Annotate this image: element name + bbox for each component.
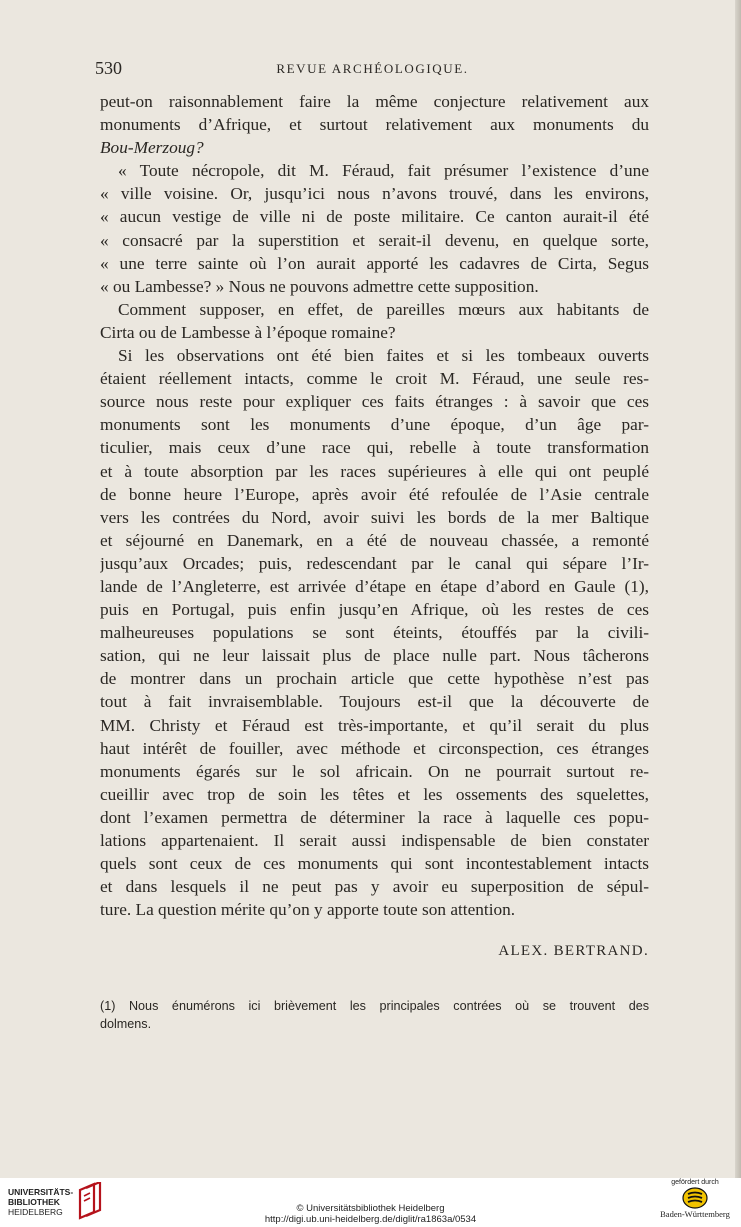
- text-line: lations appartenaient. Il serait aussi indispensable de bien constater: [100, 831, 649, 850]
- copyright-notice: [0, 1203, 741, 1225]
- text-line: haut intérêt de fouiller, avec méthode et circonspection, ces étranges: [100, 738, 649, 758]
- text-line: monuments d’Afrique, et surtout relativement aux monuments du: [100, 115, 649, 135]
- funder-label: gefördert durch: [671, 1179, 719, 1186]
- text-line: quels sont ceux de ces monuments qui sont incontestablement intacts: [100, 854, 649, 874]
- text-line: « ou Lambesse? » Nous ne pouvons admettre cette supposition.: [100, 276, 539, 296]
- text-line: MM. Christy et Féraud est très-importante, et qu’il serait du plus: [100, 715, 649, 735]
- text-line: dont l’examen permettra de déterminer la race à laquelle ces popu-: [100, 807, 649, 827]
- text-line: ticulier, mais ceux d’une race qui, rebelle à toute transformation: [100, 438, 649, 458]
- text-line: peut-on raisonnablement faire la même conjecture relativement aux: [100, 92, 649, 111]
- author-signature: ALEX. BERTRAND.: [498, 943, 649, 959]
- library-name-line: HEIDELBERG: [8, 1207, 63, 1217]
- text-line: cueillir avec trop de soin les têtes et les ossements des squelettes,: [100, 784, 649, 804]
- text-line: malheureuses populations se sont éteints, étouffés par la civili-: [100, 623, 649, 643]
- text-line: de montrer dans un prochain article que cette hypothèse n’est pas: [100, 669, 649, 689]
- copyright-text: © Universitätsbibliothek Heidelberg: [296, 1203, 445, 1214]
- text-line: Bou-Merzoug?: [100, 138, 204, 158]
- page-edge-shadow: [735, 0, 741, 1178]
- running-head: REVUE ARCHÉOLOGIQUE.: [276, 61, 469, 76]
- text-line: étaient réellement intacts, comme le croit M. Féraud, une seule res-: [100, 369, 649, 389]
- text-line: sation, qui ne leur laissait plus de place nulle part. Nous tâcherons: [100, 646, 649, 666]
- footnote: [100, 997, 649, 1033]
- text-line: jusqu’aux Orcades; puis, redescendant par le canal qui sépare l’Ir-: [100, 553, 649, 573]
- page-number: 530: [95, 58, 122, 78]
- text-line: dolmens.: [100, 1017, 152, 1031]
- permalink-url[interactable]: http://digi.ub.uni-heidelberg.de/diglit/ra1863a/0534: [264, 1214, 477, 1225]
- text-line: « une terre sainte où l’on aurait apporté les cadavres de Cirta, Segus: [100, 253, 649, 273]
- page-header: [95, 58, 650, 84]
- text-line: vers les contrées du Nord, avoir suivi les bords de la mer Baltique: [100, 507, 649, 527]
- text-line: de bonne heure l’Europe, après avoir été refoulée de l’Asie centrale: [100, 484, 649, 504]
- text-line: ture. La question mérite qu’on y apporte toute son attention.: [100, 900, 516, 920]
- text-line: « Toute nécropole, dit M. Féraud, fait présumer l’existence d’une: [118, 161, 649, 181]
- text-line: et à toute absorption par les races supérieures à elle qui ont peuplé: [100, 461, 649, 481]
- viewer-footer: [0, 1178, 741, 1227]
- text-line: « consacré par la superstition et serait-il devenu, en quelque sorte,: [100, 230, 649, 250]
- funder-block: [655, 1178, 735, 1219]
- text-line: (1) Nous énumérons ici brièvement les principales contrées où se trouvent des: [100, 999, 649, 1013]
- text-line: lande de l’Angleterre, est arrivée d’étape en étape d’abord en Gaule (1),: [100, 576, 649, 596]
- library-name-line: BIBLIOTHEK: [8, 1197, 60, 1207]
- text-line: « ville voisine. Or, jusqu’ici nous n’avons trouvé, dans les environs,: [100, 184, 649, 204]
- text-line: Comment supposer, en effet, de pareilles mœurs aux habitants de: [118, 299, 649, 319]
- text-line: puis en Portugal, puis enfin jusqu’en Afrique, où les restes de ces: [100, 600, 649, 620]
- text-line: tout à fait invraisemblable. Toujours est-il que la découverte de: [100, 692, 649, 712]
- text-line: Si les observations ont été bien faites et si les tombeaux ouverts: [118, 346, 649, 366]
- text-line: monuments égarés sur le sol africain. On ne pourrait surtout re-: [100, 761, 649, 781]
- text-line: et dans lesquels il ne peut pas y avoir eu superposition de sépul-: [100, 877, 649, 897]
- text-line: source nous reste pour expliquer ces faits étranges : à savoir que ces: [100, 392, 649, 412]
- text-line: et séjourné en Danemark, en a été de nouveau chassée, a remonté: [100, 530, 649, 550]
- body-text: [100, 90, 649, 921]
- state-crest-icon: [682, 1187, 708, 1209]
- funder-name: Baden-Württemberg: [660, 1209, 730, 1219]
- text-line: « aucun vestige de ville ni de poste militaire. Ce canton aurait-il été: [100, 207, 649, 227]
- library-name-line: UNIVERSITÄTS-: [8, 1187, 74, 1197]
- text-line: monuments sont les monuments d’une époque, d’un âge par-: [100, 415, 649, 435]
- text-line: Cirta ou de Lambesse à l’époque romaine?: [100, 322, 396, 342]
